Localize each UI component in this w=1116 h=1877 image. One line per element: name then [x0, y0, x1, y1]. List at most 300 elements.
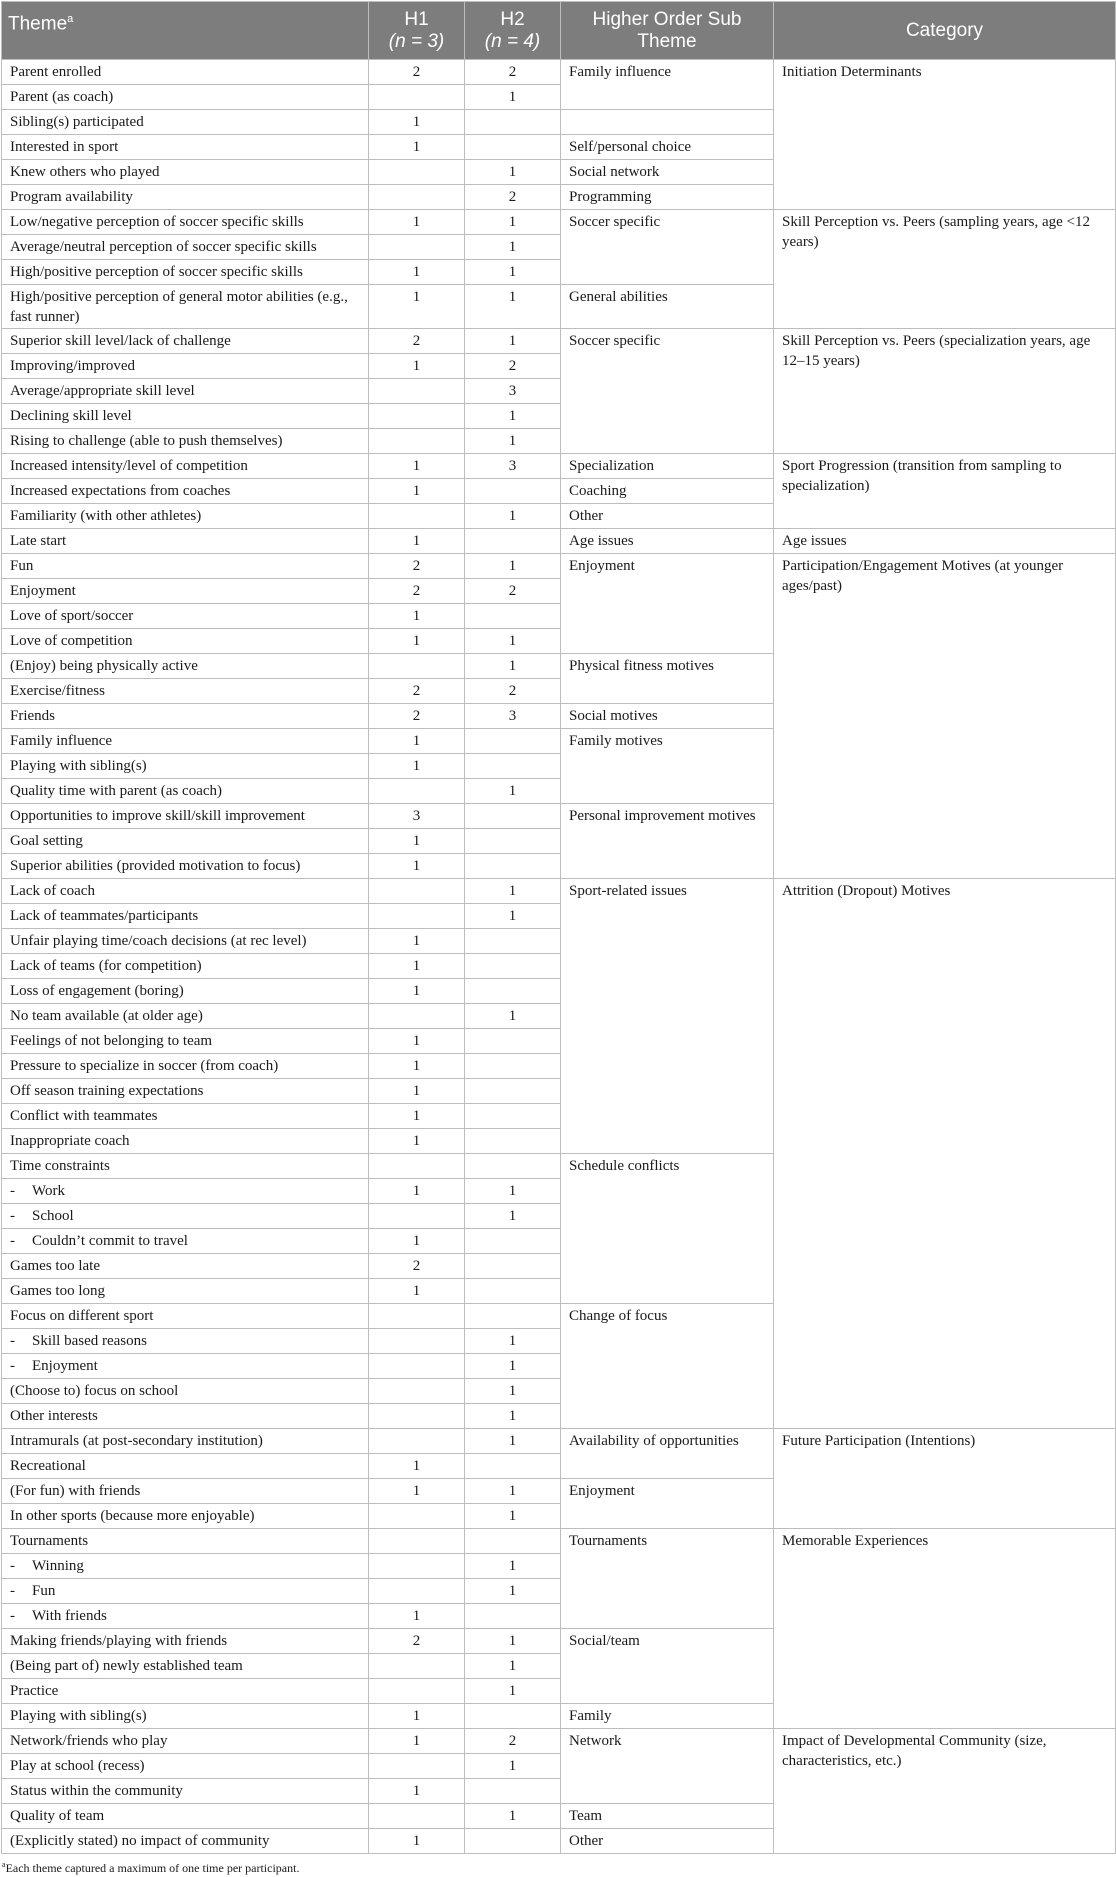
h2-count: 1: [465, 1479, 561, 1504]
h1-count: [369, 1429, 465, 1454]
theme-cell: [2, 1304, 369, 1329]
h2-count: [465, 979, 561, 1004]
subtheme-cell: Personal improvement motives: [561, 804, 774, 879]
h1-count: 1: [369, 1729, 465, 1754]
theme-cell: [2, 1179, 369, 1204]
h1-count: 1: [369, 210, 465, 235]
theme-cell: [2, 110, 369, 135]
theme-label: Inappropriate coach: [10, 1133, 130, 1149]
h2-count: [465, 854, 561, 879]
category-cell: Attrition (Dropout) Motives: [774, 879, 1116, 1429]
h2-count: [465, 1604, 561, 1629]
theme-label: Increased intensity/level of competition: [10, 458, 248, 474]
theme-cell: [2, 579, 369, 604]
h2-count: 1: [465, 1179, 561, 1204]
theme-cell: [2, 1029, 369, 1054]
table-row: [2, 1729, 1116, 1754]
theme-label: Love of competition: [10, 633, 133, 649]
h1-count: 1: [369, 1279, 465, 1304]
h2-count: 3: [465, 704, 561, 729]
h1-count: 2: [369, 554, 465, 579]
h1-count: [369, 1679, 465, 1704]
subtheme-cell: Sport-related issues: [561, 879, 774, 1154]
theme-cell: [2, 629, 369, 654]
h2-count: [465, 829, 561, 854]
h2-count: 2: [465, 579, 561, 604]
h1-count: 1: [369, 1179, 465, 1204]
theme-label: Late start: [10, 533, 67, 549]
h1-count: 1: [369, 479, 465, 504]
theme-label: Familiarity (with other athletes): [10, 508, 202, 524]
h1-count: 2: [369, 1629, 465, 1654]
subtheme-cell: Enjoyment: [561, 554, 774, 654]
theme-label: With friends: [32, 1608, 107, 1624]
h1-count: [369, 654, 465, 679]
h1-count: [369, 1354, 465, 1379]
h2-count: 1: [465, 429, 561, 454]
h1-count: 2: [369, 329, 465, 354]
h1-count: 1: [369, 854, 465, 879]
h2-count: [465, 1779, 561, 1804]
h2-count: 1: [465, 1629, 561, 1654]
theme-label: (Explicitly stated) no impact of community: [10, 1833, 270, 1849]
theme-cell: [2, 1129, 369, 1154]
h1-count: [369, 1329, 465, 1354]
h2-count: [465, 1029, 561, 1054]
theme-cell: [2, 1204, 369, 1229]
theme-label: Quality time with parent (as coach): [10, 783, 223, 799]
h2-count: [465, 1079, 561, 1104]
theme-label: Parent (as coach): [10, 89, 114, 105]
theme-label: Lack of coach: [10, 883, 95, 899]
h2-count: 1: [465, 879, 561, 904]
theme-cell: [2, 704, 369, 729]
subtheme-cell: Age issues: [561, 529, 774, 554]
theme-cell: [2, 1729, 369, 1754]
subtheme-cell: Other: [561, 1829, 774, 1854]
theme-cell: [2, 1329, 369, 1354]
h2-count: 1: [465, 1204, 561, 1229]
theme-cell: [2, 879, 369, 904]
subtheme-cell: Self/personal choice: [561, 135, 774, 160]
h1-count: 1: [369, 1229, 465, 1254]
subtheme-cell: Schedule conflicts: [561, 1154, 774, 1304]
theme-label: Skill based reasons: [32, 1333, 147, 1349]
h1-count: [369, 1529, 465, 1554]
h2-count: 2: [465, 185, 561, 210]
theme-label: (Enjoy) being physically active: [10, 658, 198, 674]
theme-label: Enjoyment: [32, 1358, 98, 1374]
theme-label: Increased expectations from coaches: [10, 483, 231, 499]
theme-label: Improving/improved: [10, 358, 135, 374]
subtheme-cell: Other: [561, 504, 774, 529]
category-cell: Skill Perception vs. Peers (specialization years, age 12–15 years): [774, 329, 1116, 454]
h1-count: [369, 1004, 465, 1029]
header-subtheme: Higher Order Sub Theme: [561, 2, 774, 60]
table-row: [2, 210, 1116, 235]
theme-cell: [2, 1454, 369, 1479]
subtheme-cell: Family influence: [561, 60, 774, 110]
bullet-dash: -: [10, 1558, 15, 1574]
theme-label: Play at school (recess): [10, 1758, 145, 1774]
h1-count: 1: [369, 929, 465, 954]
table-row: [2, 454, 1116, 479]
h1-count: 1: [369, 135, 465, 160]
h1-count: [369, 429, 465, 454]
theme-cell: [2, 679, 369, 704]
table-row: [2, 554, 1116, 579]
h1-count: 1: [369, 1454, 465, 1479]
h1-count: [369, 185, 465, 210]
table-row: [2, 879, 1116, 904]
theme-label: Off season training expectations: [10, 1083, 204, 1099]
h2-count: 2: [465, 354, 561, 379]
theme-label: In other sports (because more enjoyable): [10, 1508, 255, 1524]
theme-cell: [2, 404, 369, 429]
theme-label: Program availability: [10, 189, 133, 205]
category-cell: Age issues: [774, 529, 1116, 554]
category-cell: Memorable Experiences: [774, 1529, 1116, 1729]
theme-label: Time constraints: [10, 1158, 110, 1174]
h2-count: 1: [465, 554, 561, 579]
theme-cell: [2, 60, 369, 85]
theme-label: Tournaments: [10, 1533, 89, 1549]
theme-cell: [2, 1404, 369, 1429]
subtheme-cell: Social motives: [561, 704, 774, 729]
h1-count: [369, 504, 465, 529]
theme-label: Enjoyment: [10, 583, 76, 599]
h2-count: 1: [465, 1004, 561, 1029]
theme-label: Practice: [10, 1683, 59, 1699]
subtheme-cell: Change of focus: [561, 1304, 774, 1429]
h2-count: [465, 954, 561, 979]
category-cell: Future Participation (Intentions): [774, 1429, 1116, 1529]
theme-cell: [2, 1079, 369, 1104]
h2-count: 3: [465, 379, 561, 404]
h2-count: 1: [465, 629, 561, 654]
theme-cell: [2, 779, 369, 804]
h1-count: 1: [369, 1054, 465, 1079]
theme-label: Family influence: [10, 733, 113, 749]
table-body: [2, 60, 1116, 1854]
h1-count: [369, 904, 465, 929]
theme-cell: [2, 329, 369, 354]
subtheme-cell: Soccer specific: [561, 210, 774, 285]
header-row: [2, 2, 1116, 60]
h1-count: 1: [369, 1079, 465, 1104]
header-h1: H1 (n = 3): [369, 2, 465, 60]
theme-cell: [2, 160, 369, 185]
h2-count: [465, 804, 561, 829]
theme-label: Fun: [10, 558, 34, 574]
theme-label: Opportunities to improve skill/skill improvement: [10, 808, 305, 824]
h2-count: 1: [465, 1754, 561, 1779]
h1-count: [369, 1404, 465, 1429]
theme-label: Making friends/playing with friends: [10, 1633, 228, 1649]
category-cell: Initiation Determinants: [774, 60, 1116, 210]
h1-count: 1: [369, 1604, 465, 1629]
theme-label: Recreational: [10, 1458, 86, 1474]
subtheme-cell: Social/team: [561, 1629, 774, 1704]
h1-count: 1: [369, 954, 465, 979]
category-cell: Impact of Developmental Community (size, characteristics, etc.): [774, 1729, 1116, 1854]
h1-count: 2: [369, 60, 465, 85]
h1-count: [369, 379, 465, 404]
h1-count: [369, 1579, 465, 1604]
theme-cell: [2, 185, 369, 210]
subtheme-cell: Family: [561, 1704, 774, 1729]
h1-count: [369, 85, 465, 110]
h1-count: [369, 1304, 465, 1329]
h1-count: [369, 1154, 465, 1179]
theme-label: Work: [32, 1183, 65, 1199]
h2-count: 1: [465, 160, 561, 185]
theme-cell: [2, 1354, 369, 1379]
theme-label: Exercise/fitness: [10, 683, 105, 699]
bullet-dash: -: [10, 1183, 15, 1199]
h2-count: 1: [465, 285, 561, 329]
bullet-dash: -: [10, 1233, 15, 1249]
h2-count: [465, 479, 561, 504]
theme-label: Focus on different sport: [10, 1308, 154, 1324]
h1-count: [369, 779, 465, 804]
h2-count: 1: [465, 1379, 561, 1404]
theme-label: Interested in sport: [10, 139, 119, 155]
h1-count: 1: [369, 1029, 465, 1054]
theme-label: Couldn’t commit to travel: [32, 1233, 188, 1249]
h1-count: 1: [369, 979, 465, 1004]
theme-label: Rising to challenge (able to push themselves): [10, 433, 283, 449]
h1-count: [369, 1754, 465, 1779]
h1-count: 1: [369, 529, 465, 554]
theme-cell: [2, 1504, 369, 1529]
theme-cell: [2, 235, 369, 260]
h2-count: 1: [465, 504, 561, 529]
theme-label: Knew others who played: [10, 164, 160, 180]
theme-cell: [2, 1379, 369, 1404]
h1-count: [369, 879, 465, 904]
theme-label: Lack of teammates/participants: [10, 908, 199, 924]
theme-label: Goal setting: [10, 833, 83, 849]
h1-count: 1: [369, 829, 465, 854]
h1-count: [369, 1554, 465, 1579]
h1-count: [369, 1654, 465, 1679]
h1-count: [369, 1204, 465, 1229]
category-cell: Participation/Engagement Motives (at younger ages/past): [774, 554, 1116, 879]
h2-count: 1: [465, 1354, 561, 1379]
subtheme-cell: Coaching: [561, 479, 774, 504]
theme-cell: [2, 1554, 369, 1579]
theme-cell: [2, 929, 369, 954]
h2-count: [465, 604, 561, 629]
theme-cell: [2, 210, 369, 235]
theme-cell: [2, 554, 369, 579]
theme-label: Conflict with teammates: [10, 1108, 158, 1124]
h2-count: [465, 729, 561, 754]
theme-label: Sibling(s) participated: [10, 114, 144, 130]
theme-label: Unfair playing time/coach decisions (at rec level): [10, 933, 307, 949]
theme-cell: [2, 1804, 369, 1829]
subtheme-cell: Availability of opportunities: [561, 1429, 774, 1479]
subtheme-cell: [561, 110, 774, 135]
theme-label: High/positive perception of soccer specific skills: [10, 264, 303, 280]
subtheme-cell: Specialization: [561, 454, 774, 479]
h1-count: [369, 1504, 465, 1529]
theme-cell: [2, 1704, 369, 1729]
bullet-dash: -: [10, 1583, 15, 1599]
theme-cell: [2, 729, 369, 754]
h2-count: 2: [465, 60, 561, 85]
theme-label: Playing with sibling(s): [10, 1708, 147, 1724]
theme-label: Average/neutral perception of soccer specific skills: [10, 239, 317, 255]
theme-label: Lack of teams (for competition): [10, 958, 202, 974]
h2-count: [465, 1529, 561, 1554]
theme-cell: [2, 135, 369, 160]
h2-count: 1: [465, 260, 561, 285]
theme-label: Loss of engagement (boring): [10, 983, 184, 999]
table-row: [2, 1429, 1116, 1454]
theme-label: Low/negative perception of soccer specific skills: [10, 214, 304, 230]
theme-cell: [2, 1479, 369, 1504]
theme-label: Intramurals (at post-secondary institution): [10, 1433, 263, 1449]
subtheme-cell: Physical fitness motives: [561, 654, 774, 704]
theme-cell: [2, 829, 369, 854]
subtheme-cell: Soccer specific: [561, 329, 774, 454]
theme-label: School: [32, 1208, 74, 1224]
theme-label: (Being part of) newly established team: [10, 1658, 243, 1674]
theme-cell: [2, 654, 369, 679]
h1-count: 1: [369, 260, 465, 285]
h1-count: 1: [369, 754, 465, 779]
h2-count: 2: [465, 1729, 561, 1754]
header-h2: H2 (n = 4): [465, 2, 561, 60]
h2-count: [465, 1104, 561, 1129]
h2-count: [465, 1054, 561, 1079]
subtheme-cell: Enjoyment: [561, 1479, 774, 1529]
h1-count: [369, 1379, 465, 1404]
theme-label: Games too late: [10, 1258, 100, 1274]
theme-cell: [2, 1779, 369, 1804]
theme-cell: [2, 529, 369, 554]
h2-count: [465, 1154, 561, 1179]
h2-count: 1: [465, 1804, 561, 1829]
subtheme-cell: Team: [561, 1804, 774, 1829]
h1-count: [369, 404, 465, 429]
h2-count: [465, 1704, 561, 1729]
theme-label: Love of sport/soccer: [10, 608, 134, 624]
h2-count: 1: [465, 1579, 561, 1604]
subtheme-cell: Social network: [561, 160, 774, 185]
theme-cell: [2, 1154, 369, 1179]
theme-cell: [2, 854, 369, 879]
theme-cell: [2, 979, 369, 1004]
theme-cell: [2, 1679, 369, 1704]
bullet-dash: -: [10, 1208, 15, 1224]
theme-label: Pressure to specialize in soccer (from coach): [10, 1058, 279, 1074]
theme-cell: [2, 804, 369, 829]
h1-count: 1: [369, 729, 465, 754]
theme-cell: [2, 85, 369, 110]
subtheme-cell: Programming: [561, 185, 774, 210]
theme-label: Status within the community: [10, 1783, 183, 1799]
theme-label: Playing with sibling(s): [10, 758, 147, 774]
h2-count: 1: [465, 779, 561, 804]
h1-count: 2: [369, 704, 465, 729]
h1-count: 1: [369, 1129, 465, 1154]
theme-cell: [2, 1629, 369, 1654]
theme-label: Declining skill level: [10, 408, 132, 424]
table-row: [2, 329, 1116, 354]
h1-count: 1: [369, 354, 465, 379]
theme-cell: [2, 285, 369, 329]
h2-count: 1: [465, 1504, 561, 1529]
theme-label: Superior skill level/lack of challenge: [10, 333, 231, 349]
table-row: [2, 1529, 1116, 1554]
theme-cell: [2, 454, 369, 479]
theme-label: Average/appropriate skill level: [10, 383, 195, 399]
footnote: $^a$Each theme captured a maximum of one time per participant.: [2, 1860, 300, 1875]
theme-cell: [2, 904, 369, 929]
theme-label: (For fun) with friends: [10, 1483, 141, 1499]
h2-count: [465, 1829, 561, 1854]
h2-count: 1: [465, 85, 561, 110]
theme-cell: [2, 754, 369, 779]
h2-count: 1: [465, 1554, 561, 1579]
h1-count: 1: [369, 110, 465, 135]
h1-count: 1: [369, 1829, 465, 1854]
h2-count: [465, 529, 561, 554]
theme-cell: [2, 1104, 369, 1129]
h2-count: 1: [465, 404, 561, 429]
theme-cell: [2, 1754, 369, 1779]
header-theme: Theme$^a$: [2, 2, 369, 60]
theme-cell: [2, 1654, 369, 1679]
h1-count: 1: [369, 604, 465, 629]
theme-cell: [2, 504, 369, 529]
theme-cell: [2, 354, 369, 379]
h1-count: 1: [369, 285, 465, 329]
h1-count: 1: [369, 629, 465, 654]
subtheme-cell: Tournaments: [561, 1529, 774, 1629]
bullet-dash: -: [10, 1358, 15, 1374]
theme-label: Quality of team: [10, 1808, 105, 1824]
category-cell: Sport Progression (transition from sampling to specialization): [774, 454, 1116, 529]
theme-cell: [2, 1829, 369, 1854]
h2-count: 1: [465, 235, 561, 260]
h2-count: 1: [465, 329, 561, 354]
h1-count: 3: [369, 804, 465, 829]
h2-count: 1: [465, 1679, 561, 1704]
theme-label: Parent enrolled: [10, 64, 102, 80]
table-row: [2, 529, 1116, 554]
h2-count: 3: [465, 454, 561, 479]
h2-count: [465, 1254, 561, 1279]
theme-cell: [2, 1579, 369, 1604]
theme-cell: [2, 1229, 369, 1254]
h2-count: [465, 929, 561, 954]
h2-count: 1: [465, 210, 561, 235]
themes-table: [1, 1, 1116, 1854]
h2-count: 1: [465, 654, 561, 679]
h2-count: [465, 135, 561, 160]
h2-count: [465, 1304, 561, 1329]
theme-cell: [2, 1529, 369, 1554]
h1-count: 2: [369, 579, 465, 604]
bullet-dash: -: [10, 1333, 15, 1349]
theme-cell: [2, 604, 369, 629]
theme-label: Games too long: [10, 1283, 105, 1299]
theme-cell: [2, 1279, 369, 1304]
